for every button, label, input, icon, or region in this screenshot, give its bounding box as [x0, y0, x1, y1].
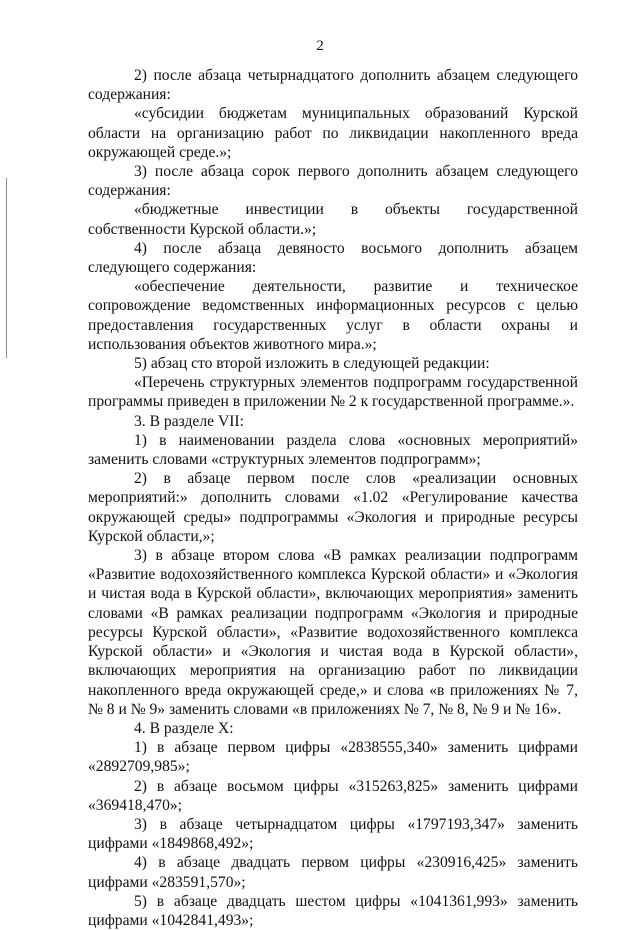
paragraph: 1) в наименовании раздела слова «основных мероприятий» заменить словами «структурных элементов подпрограмм»; [88, 431, 578, 469]
paragraph: 3) в абзаце втором слова «В рамках реализации подпрограмм «Развитие водохозяйственного комплекса Курской области» и «Экология и чистая вода в Курской области», включающих мероприятия» заменить словами «В рамках реализации подпрограмм «Экология и природные ресурсы Курской области», «Развитие водохозяйственного комплекса Курской области» и «Экология и чистая вода в Курской области», включающих мероприятия на организацию работ по ликвидации накопленного вреда окружающей среде,» и слова «в приложениях № 7, № 8 и № 9» заменить словами «в приложениях № 7, № 8, № 9 и № 16». [88, 547, 578, 718]
section-heading: 3. В разделе VII: [134, 412, 244, 430]
paragraph: 3) в абзаце четырнадцатом цифры «1797193,347» заменить цифрами «1849868,492»; [88, 815, 578, 853]
document-body [88, 66, 578, 930]
paragraph: 3) после абзаца сорок первого дополнить абзацем следующего содержания: [88, 163, 578, 200]
margin-scan-line [6, 178, 7, 358]
paragraph: 2) после абзаца четырнадцатого дополнить абзацем следующего содержания: [88, 67, 578, 104]
paragraph: 4) после абзаца девяносто восьмого дополнить абзацем следующего содержания: [88, 239, 578, 277]
paragraph: 2) в абзаце первом после слов «реализации основных мероприятий:» дополнить словами «1.02 «Регулирование качества окружающей среды» подпрограммы «Экология и природные ресурсы Курской области,»; [88, 470, 578, 545]
paragraph: «обеспечение деятельности, развитие и техническое сопровождение ведомственных информационных ресурсов с целью предоставления государственных услуг в области охраны и использования объектов животного мира.»; [88, 278, 578, 353]
paragraph: «Перечень структурных элементов подпрограмм государственной программы приведен в приложении № 2 к государственной программе.». [88, 374, 578, 411]
page-number: 2 [316, 38, 324, 54]
paragraph: 2) в абзаце восьмом цифры «315263,825» заменить цифрами «369418,470»; [88, 777, 578, 814]
paragraph: 5) абзац сто второй изложить в следующей редакции: [134, 355, 490, 373]
paragraph: 5) в абзаце двадцать шестом цифры «1041361,993» заменить цифрами «1042841,493»; [88, 892, 578, 929]
section-heading: 4. В разделе X: [134, 719, 234, 737]
paragraph: «бюджетные инвестиции в объекты государственной собственности Курской области.»; [88, 201, 578, 238]
paragraph: 1) в абзаце первом цифры «2838555,340» заменить цифрами «2892709,985»; [88, 739, 578, 776]
paragraph: «субсидии бюджетам муниципальных образований Курской области на организацию работ по ликвидации накопленного вреда окружающей среде.»; [88, 105, 578, 161]
paragraph: 4) в абзаце двадцать первом цифры «230916,425» заменить цифрами «283591,570»; [88, 854, 578, 891]
